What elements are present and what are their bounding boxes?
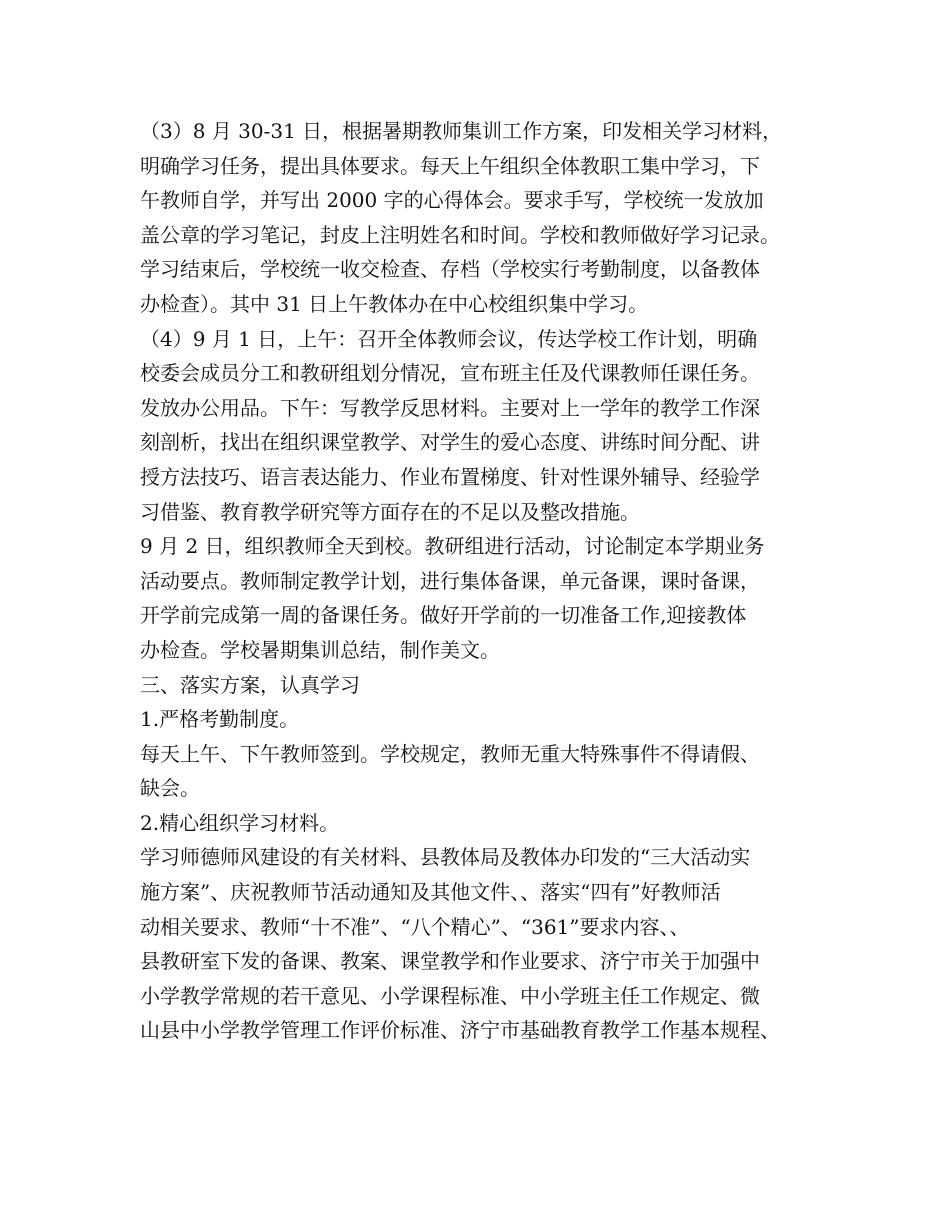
text-line: 午教师自学，并写出 2000 字的心得体会。要求手写，学校统一发放加 bbox=[140, 188, 764, 213]
text-line: 小学教学常规的若干意见、小学课程标准、中小学班主任工作规定、微 bbox=[140, 983, 760, 1008]
text-line: 缺会。 bbox=[140, 776, 200, 801]
text-line: 活动要点。教师制定教学计划，进行集体备课，单元备课，课时备课， bbox=[140, 568, 760, 593]
text-line: 刻剖析，找出在组织课堂教学、对学生的爱心态度、讲练时间分配、讲 bbox=[140, 430, 760, 455]
text-line: 每天上午、下午教师签到。学校规定，教师无重大特殊事件不得请假、 bbox=[140, 741, 760, 766]
text-line: 9 月 2 日，组织教师全天到校。教研组进行活动，讨论制定本学期业务 bbox=[140, 534, 765, 559]
subsection-heading: 1.严格考勤制度。 bbox=[140, 707, 300, 732]
text-line: （4）9 月 1 日，上午：召开全体教师会议，传达学校工作计划，明确 bbox=[140, 326, 758, 351]
text-line: 学习结束后，学校统一收交检查、存档（学校实行考勤制度，以备教体 bbox=[140, 257, 760, 282]
text-line: 施方案”、庆祝教师节活动通知及其他文件、、落实“四有”好教师活 bbox=[140, 880, 721, 905]
text-line: （3）8 月 30-31 日，根据暑期教师集训工作方案，印发相关学习材料， bbox=[140, 119, 783, 143]
text-line: 发放办公用品。下午：写教学反思材料。主要对上一学年的教学工作深 bbox=[140, 395, 760, 420]
text-line: 县教研室下发的备课、教案、课堂教学和作业要求、济宁市关于加强中 bbox=[140, 949, 760, 974]
text-line: 授方法技巧、语言表达能力、作业布置梯度、针对性课外辅导、经验学 bbox=[140, 464, 760, 489]
text-line: 明确学习任务，提出具体要求。每天上午组织全体教职工集中学习，下 bbox=[140, 153, 760, 178]
text-line: 山县中小学教学管理工作评价标准、济宁市基础教育教学工作基本规程、 bbox=[140, 1018, 780, 1043]
section-heading: 三、落实方案，认真学习 bbox=[140, 672, 360, 697]
text-line: 盖公章的学习笔记，封皮上注明姓名和时间。学校和教师做好学习记录。 bbox=[140, 222, 780, 247]
text-line: 办检查）。其中 31 日上午教体办在中心校组织集中学习。 bbox=[140, 291, 649, 316]
subsection-heading: 2.精心组织学习材料。 bbox=[140, 810, 340, 835]
document-body bbox=[140, 114, 830, 1048]
text-line: 动相关要求、教师“十不准”、“八个精心”、“361”要求内容、、 bbox=[140, 914, 690, 939]
text-line: 习借鉴、教育教学研究等方面存在的不足以及整改措施。 bbox=[140, 499, 640, 524]
text-line: 开学前完成第一周的备课任务。做好开学前的一切准备工作,迎接教体 bbox=[140, 603, 747, 628]
text-line: 学习师德师风建设的有关材料、县教体局及教体办印发的“三大活动实 bbox=[140, 845, 751, 870]
text-line: 校委会成员分工和教研组划分情况，宣布班主任及代课教师任课任务。 bbox=[140, 361, 760, 386]
text-line: 办检查。学校暑期集训总结，制作美文。 bbox=[140, 637, 500, 662]
